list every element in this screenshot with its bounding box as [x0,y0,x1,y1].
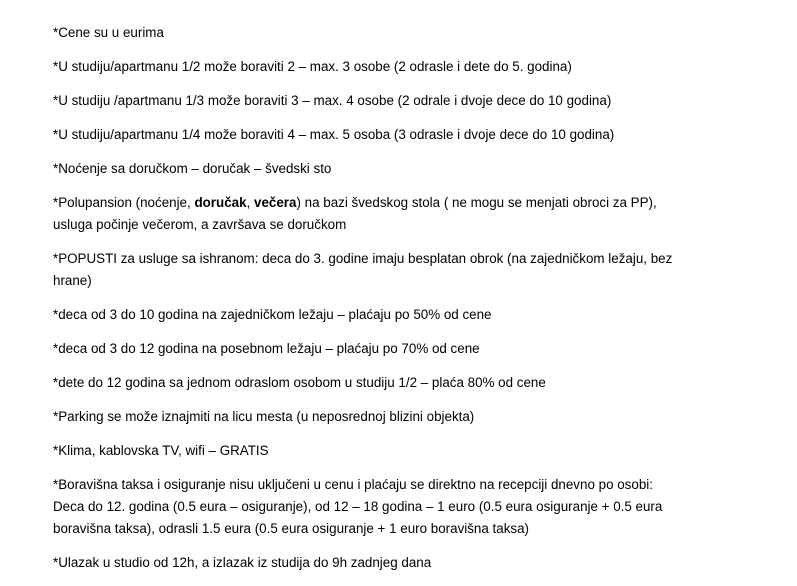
note-studio-1-3: *U studiju /apartmanu 1/3 može boraviti 3 – max. 4 osobe (2 odrale i dvoje dece do 10 godina) [53,93,612,108]
note-tourist-tax [53,474,783,540]
discounts-line-2: hrane) [53,273,92,288]
tourist-tax-line-2: Deca do 12. godina (0.5 eura – osiguranje), od 12 – 18 godina – 1 euro (0.5 eura osiguranje + 0.5 eura [53,499,663,514]
tourist-tax-line-1: *Boravišna taksa i osiguranje nisu uključeni u cenu i plaćaju se direktno na recepciji dnevno po osobi: [53,477,653,492]
discounts-line-1: *POPUSTI za usluge sa ishranom: deca do 3. godine imaju besplatan obrok (na zajedničkom ležaju, bez [53,251,673,266]
note-half-board [53,192,783,236]
note-bed-and-breakfast: *Noćenje sa doručkom – doručak – švedski sto [53,161,332,176]
note-children-shared-bed: *deca od 3 do 10 godina na zajedničkom ležaju – plaćaju po 50% od cene [53,307,492,322]
note-amenities: *Klima, kablovska TV, wifi – GRATIS [53,443,269,458]
note-check-in-out: *Ulazak u studio od 12h, a izlazak iz studija do 9h zadnjeg dana [53,555,432,570]
note-discounts [53,248,783,292]
note-child-with-one-adult: *dete do 12 godina sa jednom odraslom osobom u studiju 1/2 – plaća 80% od cene [53,375,546,390]
half-board-line-1: *Polupansion (noćenje, doručak, večera) na bazi švedskog stola ( ne mogu se menjati obroci za PP), [53,195,657,210]
document-body [53,22,783,586]
breakfast-bold: doručak [194,195,247,210]
note-prices-in-euros: *Cene su u eurima [53,25,164,40]
note-studio-1-2: *U studiju/apartmanu 1/2 može boraviti 2 – max. 3 osobe (2 odrasle i dete do 5. godina) [53,59,572,74]
note-parking: *Parking se može iznajmiti na licu mesta (u neposrednoj blizini objekta) [53,409,475,424]
note-studio-1-4: *U studiju/apartmanu 1/4 može boraviti 4 – max. 5 osoba (3 odrasle i dvoje dece do 10 godina) [53,127,615,142]
dinner-bold: večera [254,195,297,210]
tourist-tax-line-3: boravišna taksa), odrasli 1.5 eura (0.5 eura osiguranje + 1 euro boravišna taksa) [53,521,530,536]
half-board-line-2: usluga počinje večerom, a završava se doručkom [53,217,347,232]
note-children-separate-bed: *deca od 3 do 12 godina na posebnom ležaju – plaćaju po 70% od cene [53,341,480,356]
